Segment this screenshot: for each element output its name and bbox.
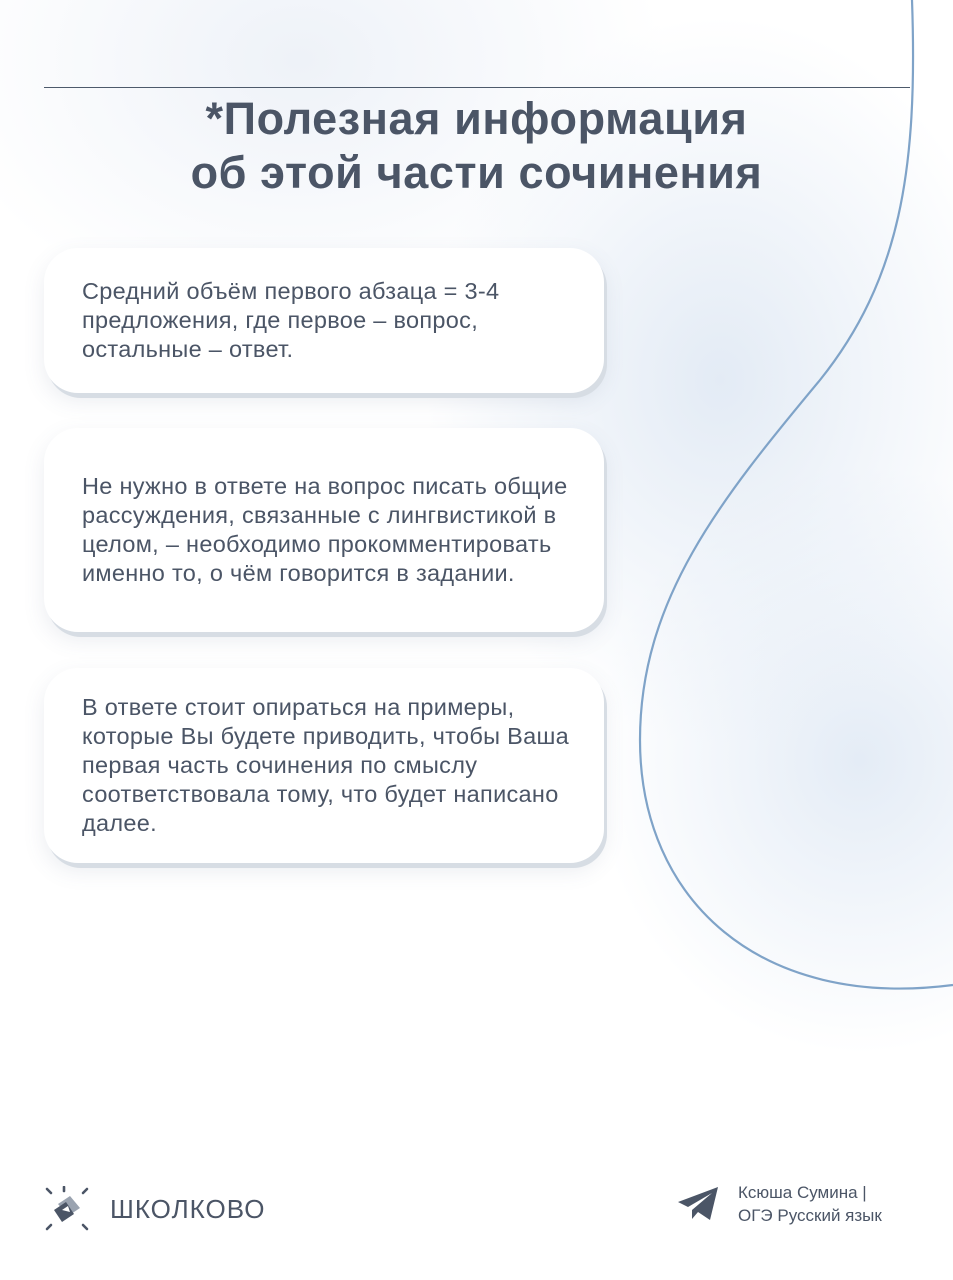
telegram-icon [676, 1186, 720, 1227]
top-divider [44, 87, 910, 88]
brand-logo [44, 1186, 265, 1232]
shkolkovo-logo-icon [44, 1186, 90, 1232]
brand-name: ШКОЛКОВО [110, 1193, 266, 1224]
info-card-text: Средний объём первого абзаца = 3-4 предложения, где первое – вопрос, остальные – ответ. [82, 278, 500, 362]
course-name: ОГЭ Русский язык [738, 1206, 882, 1225]
info-card-text: В ответе стоит опираться на примеры, которые Вы будете приводить, чтобы Ваша первая часть сочинения по смыслу соответствовала тому, что будет написано далее. [82, 694, 569, 836]
info-card-2 [44, 428, 604, 632]
page-title [0, 92, 953, 200]
info-card-text: Не нужно в ответе на вопрос писать общие рассуждения, связанные с лингвистикой в целом, – необходимо прокомментировать именно то, о чём говорится в задании. [82, 473, 568, 586]
info-card-1 [44, 248, 604, 393]
title-line-2: об этой части сочинения [190, 147, 763, 198]
author-name: Ксюша Сумина | [738, 1183, 867, 1202]
author-credit [738, 1181, 882, 1227]
title-line-1: *Полезная информация [205, 93, 748, 144]
info-card-3 [44, 668, 604, 863]
